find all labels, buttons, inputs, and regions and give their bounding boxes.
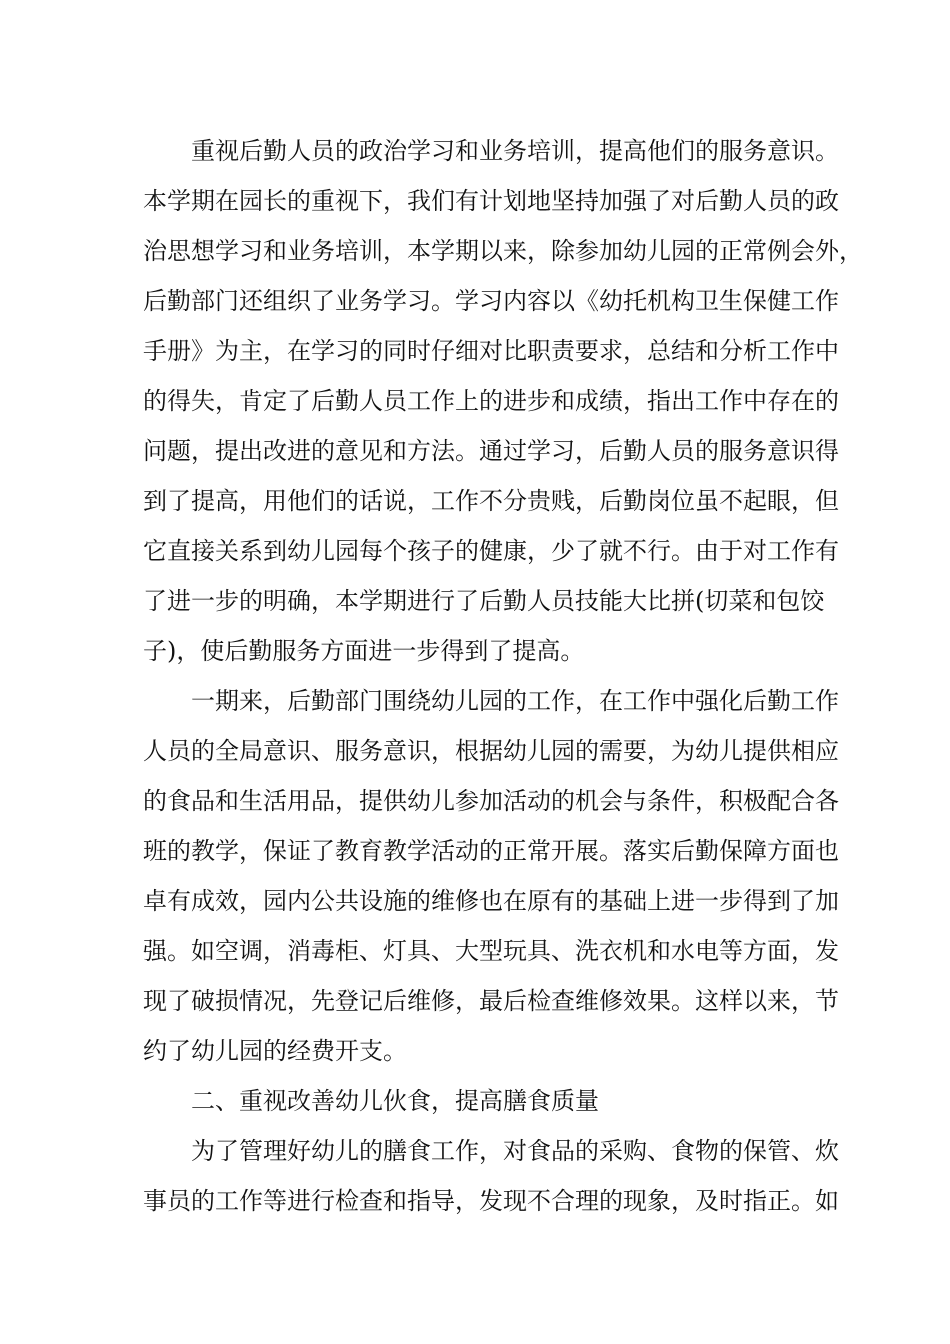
text-line: 的食品和生活用品，提供幼儿参加活动的机会与条件，积极配合各 [143, 787, 839, 815]
text-line: 后勤部门还组织了业务学习。学习内容以《幼托机构卫生保健工作 [143, 287, 839, 315]
text-line: 重视后勤人员的政治学习和业务培训，提高他们的服务意识。 [191, 137, 839, 165]
text-line: 班的教学，保证了教育教学活动的正常开展。落实后勤保障方面也 [143, 837, 839, 865]
text-line: 问题，提出改进的意见和方法。通过学习，后勤人员的服务意识得 [143, 437, 839, 465]
text-line: 强。如空调，消毒柜、灯具、大型玩具、洗衣机和水电等方面，发 [143, 937, 839, 965]
text-line: 人员的全局意识、服务意识，根据幼儿园的需要，为幼儿提供相应 [143, 737, 839, 765]
text-line: 子)，使后勤服务方面进一步得到了提高。 [143, 637, 585, 665]
text-line: 治思想学习和业务培训，本学期以来，除参加幼儿园的正常例会外， [143, 237, 863, 265]
text-line: 本学期在园长的重视下，我们有计划地坚持加强了对后勤人员的政 [143, 187, 839, 215]
text-line: 卓有成效，园内公共设施的维修也在原有的基础上进一步得到了加 [143, 887, 839, 915]
text-line: 约了幼儿园的经费开支。 [143, 1037, 407, 1065]
text-line: 为了管理好幼儿的膳食工作，对食品的采购、食物的保管、炊 [191, 1137, 839, 1165]
text-line: 的得失，肯定了后勤人员工作上的进步和成绩，指出工作中存在的 [143, 387, 839, 415]
text-line: 了进一步的明确，本学期进行了后勤人员技能大比拼(切菜和包饺 [143, 587, 825, 615]
text-line: 现了破损情况，先登记后维修，最后检查维修效果。这样以来，节 [143, 987, 839, 1015]
text-line: 一期来，后勤部门围绕幼儿园的工作，在工作中强化后勤工作 [191, 687, 839, 715]
text-line: 到了提高，用他们的话说，工作不分贵贱，后勤岗位虽不起眼，但 [143, 487, 839, 515]
body-text [143, 126, 863, 1226]
text-line: 手册》为主，在学习的同时仔细对比职责要求，总结和分析工作中 [143, 337, 839, 365]
text-line: 事员的工作等进行检查和指导，发现不合理的现象，及时指正。如 [143, 1187, 839, 1215]
section-heading: 二、重视改善幼儿伙食，提高膳食质量 [191, 1087, 599, 1115]
text-line: 它直接关系到幼儿园每个孩子的健康，少了就不行。由于对工作有 [143, 537, 839, 565]
